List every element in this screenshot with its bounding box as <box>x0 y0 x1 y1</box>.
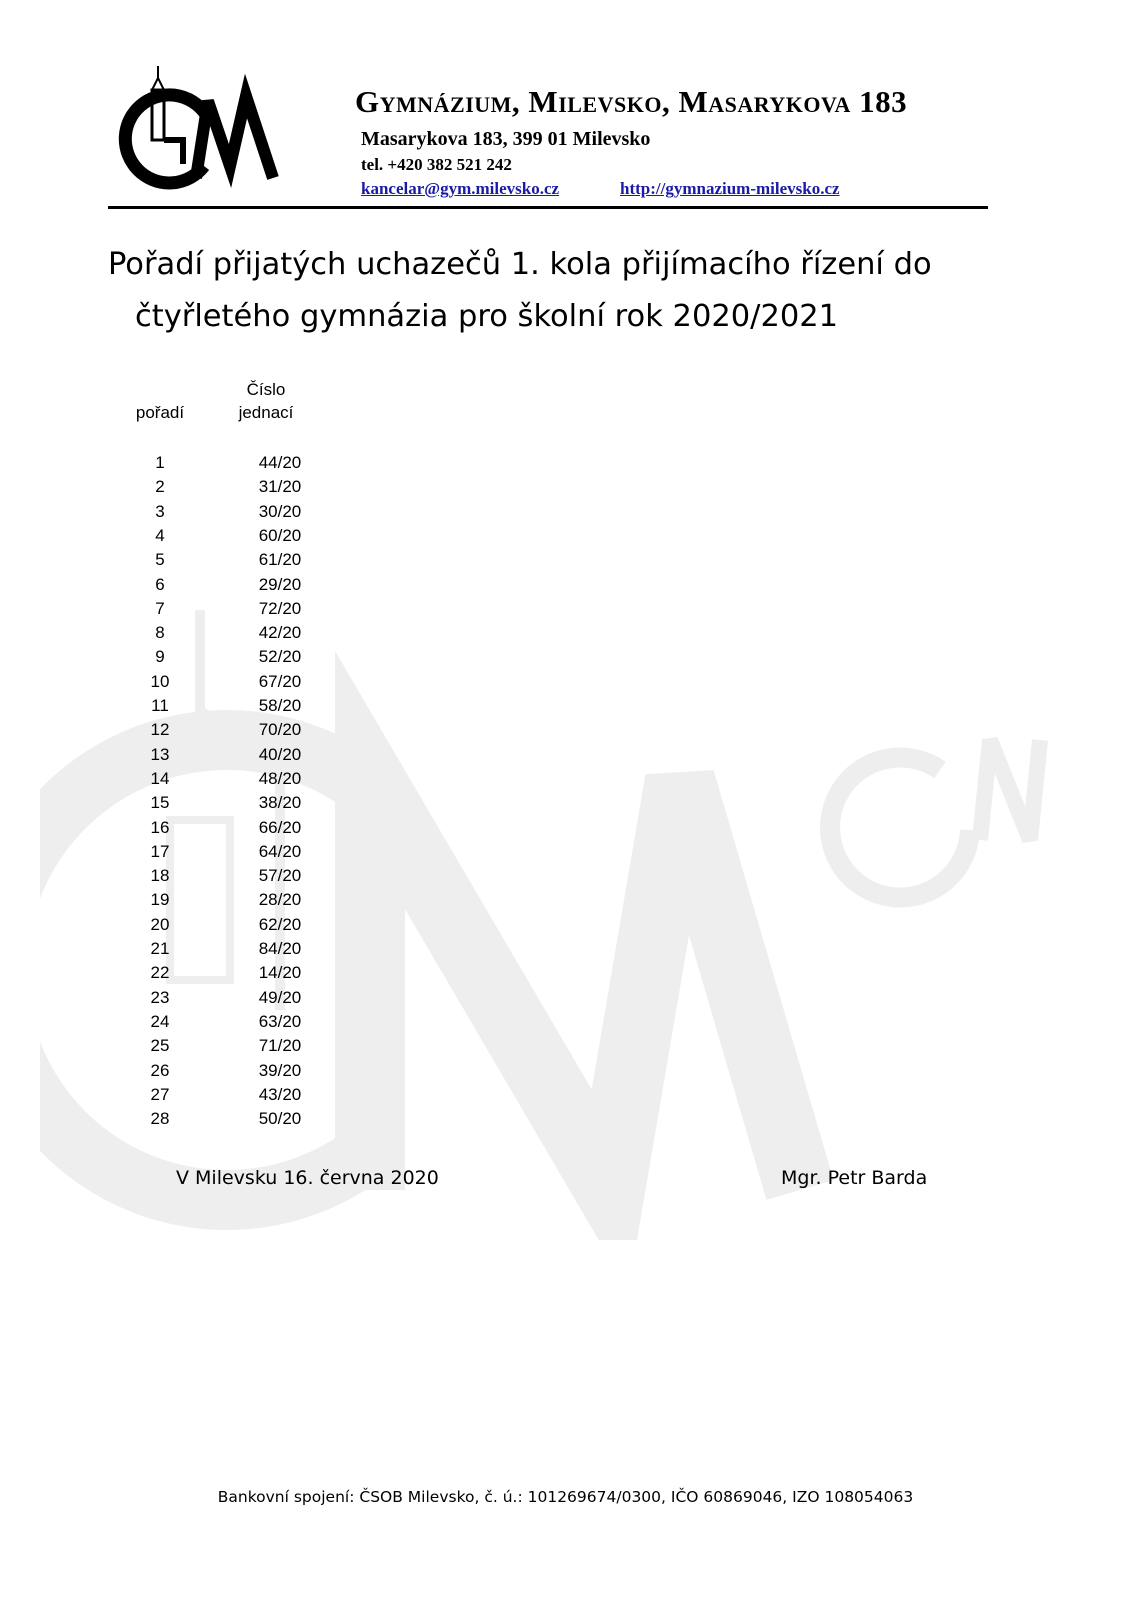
table-row-rank: 9 <box>155 647 165 667</box>
table-row-rank: 20 <box>150 914 170 934</box>
table-row-ref: 28/20 <box>258 890 302 910</box>
table-row-rank: 10 <box>150 671 170 691</box>
table-row-rank: 25 <box>150 1036 170 1056</box>
table-row-rank: 3 <box>155 501 165 521</box>
table-row-ref: 39/20 <box>258 1060 302 1080</box>
column-header-ref <box>211 378 321 424</box>
table-row-ref: 50/20 <box>258 1109 302 1129</box>
header-divider <box>108 206 988 209</box>
page-title-line2: čtyřletého gymnázia pro školní rok 2020/2021 <box>135 299 839 334</box>
table-row-rank: 5 <box>155 550 165 570</box>
email-link[interactable]: kancelar@gym.milevsko.cz <box>361 179 560 198</box>
table-row-rank: 27 <box>150 1084 170 1104</box>
table-row-rank: 23 <box>150 987 170 1007</box>
table-row-rank: 11 <box>151 696 169 715</box>
table-row-rank: 13 <box>150 744 170 764</box>
column-header-rank: pořadí <box>135 403 185 422</box>
table-row-rank: 19 <box>150 890 170 910</box>
table-row-ref: 42/20 <box>258 623 302 643</box>
table-row-ref: 31/20 <box>258 477 302 497</box>
table-row-rank: 26 <box>150 1060 170 1080</box>
table-row-rank: 8 <box>155 623 165 643</box>
table-row-ref: 72/20 <box>258 598 302 618</box>
table-row-rank: 16 <box>150 817 170 837</box>
table-row-rank: 21 <box>150 939 170 958</box>
school-address: Masarykova 183, 399 01 Milevsko <box>361 128 651 150</box>
table-row-ref: 66/20 <box>258 817 302 837</box>
table-row-rank: 15 <box>150 793 170 813</box>
bank-details-footer: Bankovní spojení: ČSOB Milevsko, č. ú.: 101269674/0300, IČO 60869046, IZO 108054063 <box>217 1488 914 1506</box>
table-row-ref: 52/20 <box>258 647 302 667</box>
table-row-rank: 7 <box>155 598 165 618</box>
table-row-ref: 61/20 <box>258 550 302 570</box>
column-header-ref-line2: jednací <box>238 403 294 422</box>
table-row-rank: 28 <box>150 1109 170 1129</box>
table-row-ref: 62/20 <box>258 914 302 934</box>
table-row-ref: 29/20 <box>258 574 302 594</box>
table-row-rank: 6 <box>155 574 165 594</box>
table-row-ref: 70/20 <box>258 720 302 740</box>
table-row-ref: 64/20 <box>258 841 302 861</box>
table-row-ref: 71/20 <box>258 1036 302 1056</box>
table-row-ref: 49/20 <box>258 987 302 1007</box>
school-name: Gymnázium, Milevsko, Masarykova 183 <box>355 84 908 119</box>
table-row-ref: 84/20 <box>258 939 302 958</box>
signatory-name: Mgr. Petr Barda <box>781 1167 928 1189</box>
column-header-ref-line1: Číslo <box>246 380 286 399</box>
watermark-logo <box>40 590 1060 1240</box>
table-row-ref: 57/20 <box>258 866 302 886</box>
table-row-ref: 44/20 <box>258 453 302 472</box>
table-row-ref: 63/20 <box>258 1011 302 1031</box>
table-row-rank: 14 <box>150 768 170 788</box>
place-date: V Milevsku 16. června 2020 <box>176 1167 439 1189</box>
table-row-ref: 40/20 <box>258 744 302 764</box>
table-row-ref: 60/20 <box>258 525 302 545</box>
table-row-ref: 58/20 <box>258 696 302 715</box>
table-row-ref: 48/20 <box>258 768 302 788</box>
table-row-ref: 38/20 <box>258 793 302 813</box>
table-row-rank: 12 <box>150 720 170 740</box>
table-row-rank: 22 <box>150 963 170 983</box>
table-row-rank: 1 <box>155 453 165 472</box>
school-logo <box>108 66 288 191</box>
table-row-rank: 18 <box>150 866 170 886</box>
school-phone: tel. +420 382 521 242 <box>361 155 512 174</box>
table-row-rank: 24 <box>150 1011 170 1031</box>
table-row-ref: 43/20 <box>258 1084 302 1104</box>
page-title-line1: Pořadí přijatých uchazečů 1. kola přijímacího řízení do <box>108 247 932 282</box>
website-link[interactable]: http://gymnazium-milevsko.cz <box>620 179 840 198</box>
table-row-ref: 30/20 <box>258 501 302 521</box>
table-row-ref: 67/20 <box>258 671 302 691</box>
table-row-rank: 17 <box>150 841 170 861</box>
table-row-rank: 4 <box>155 525 165 545</box>
table-row-ref: 14/20 <box>258 963 302 983</box>
table-row-rank: 2 <box>155 477 165 497</box>
